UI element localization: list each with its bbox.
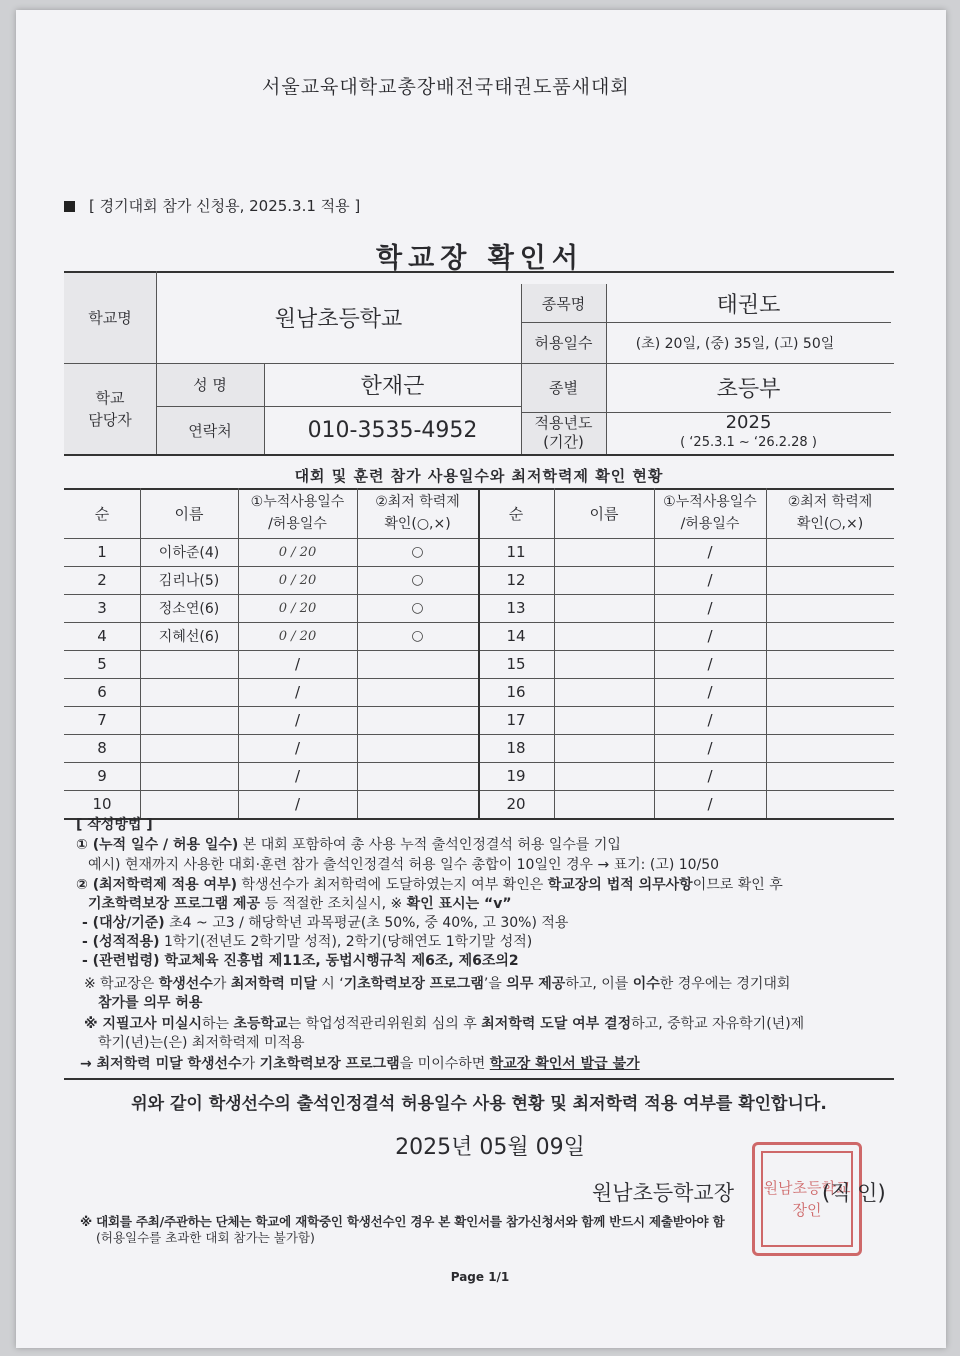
row-check — [766, 650, 894, 678]
row-days: / — [707, 543, 713, 561]
row-check — [357, 706, 478, 734]
row-name — [554, 734, 654, 762]
row-days: 0 / 20 — [278, 600, 317, 616]
confirmation-statement: 위와 같이 학생선수의 출석인정결석 허용일수 사용 현황 및 최저학력 적용 여부를 확인합니다. — [131, 1093, 827, 1114]
row-no: 10 — [92, 795, 112, 813]
row-name — [554, 650, 654, 678]
row-name: 이하준(4) — [158, 545, 220, 561]
row-days: / — [294, 711, 301, 729]
row-no: 14 — [506, 627, 526, 645]
row-days: 0 / 20 — [278, 544, 317, 560]
note-3: - (대상/기준) 초4 ~ 고3 / 해당학년 과목평균(초 50%, 중 40%, 고 30%) 적용 — [82, 915, 569, 931]
row-check: ○ — [411, 628, 424, 644]
page-number: Page 1/1 — [450, 1270, 510, 1284]
row-check — [766, 566, 894, 594]
note-6: ※ 학교장은 학생선수가 최저학력 미달 시 ‘기초학력보장 프로그램’을 의무 제공하고, 이를 이수한 경우에는 경기대회 — [84, 976, 791, 992]
seal-label: (직 인) — [822, 1181, 886, 1205]
row-check — [766, 706, 894, 734]
row-name: 정소연(6) — [158, 601, 220, 617]
row-check: ○ — [411, 600, 424, 616]
row-days: / — [294, 739, 301, 757]
notes-heading: [ 작성방법 ] — [76, 817, 153, 833]
row-name — [140, 706, 238, 734]
row-no: 19 — [506, 767, 526, 785]
row-name: 지혜선(6) — [158, 629, 220, 645]
row-days: / — [707, 683, 713, 701]
left-header-no: 순 — [94, 504, 110, 523]
row-no: 13 — [506, 599, 526, 617]
row-no: 16 — [506, 683, 526, 701]
left-header-days: ①누적사용일수 /허용일수 — [250, 494, 345, 532]
name-value: 한재근 — [360, 374, 425, 399]
row-no: 7 — [97, 711, 107, 729]
row-name — [554, 538, 654, 566]
allowed-days-value: (초) 20일, (중) 35일, (고) 50일 — [635, 335, 835, 352]
row-check — [357, 678, 478, 706]
name-label: 성 명 — [193, 376, 227, 394]
note-5: - (관련법령) 학교체육 진흥법 제11조, 동법시행규칙 제6조, 제6조의2 — [82, 953, 519, 969]
contact-label: 연락처 — [188, 421, 232, 440]
row-days: / — [707, 795, 713, 813]
row-check — [766, 538, 894, 566]
sport-value: 태권도 — [716, 292, 781, 318]
row-name — [140, 790, 238, 818]
footnote-1: ※ 대회를 주최/주관하는 단체는 학교에 재학중인 학생선수인 경우 본 확인서를 참가신청서와 함께 반드시 제출받아야 함 — [80, 1214, 725, 1229]
row-check: ○ — [411, 544, 424, 560]
row-name — [554, 622, 654, 650]
right-header-no: 순 — [508, 504, 524, 523]
note-1: ① (누적 일수 / 허용 일수) 본 대회 포함하여 총 사용 누적 출석인정결석 허용 일수를 기입 — [76, 837, 621, 853]
row-check — [357, 790, 478, 818]
row-no: 5 — [97, 655, 107, 673]
right-header-name: 이름 — [589, 504, 619, 523]
event-title: 서울교육대학교총장배전국태권도품새대회 — [262, 76, 630, 98]
row-no: 15 — [506, 655, 526, 673]
row-name — [554, 790, 654, 818]
row-days: / — [294, 655, 301, 673]
row-check — [766, 594, 894, 622]
status-title: 대회 및 훈련 참가 사용일수와 최저학력제 확인 현황 — [294, 466, 664, 485]
row-days: / — [707, 627, 713, 645]
division-label: 종별 — [549, 379, 578, 397]
row-days: 0 / 20 — [278, 572, 317, 588]
row-days: / — [707, 599, 713, 617]
row-no: 1 — [97, 543, 107, 561]
row-days: / — [294, 767, 301, 785]
row-name — [554, 594, 654, 622]
row-check — [357, 650, 478, 678]
row-days: / — [707, 655, 713, 673]
year-value: 2025 ( ‘25.3.1 ~ ‘26.2.28 ) — [680, 412, 817, 450]
row-no: 12 — [506, 571, 526, 589]
note-7: ※ 지필고사 미실시하는 초등학교는 학업성적관리위원회 심의 후 최저학력 도달 여부 결정하고, 중학교 자유학기(년)제 — [84, 1016, 805, 1032]
footnote-2: (허용일수를 초과한 대회 참가는 불가함) — [96, 1230, 315, 1245]
row-no: 4 — [97, 627, 107, 645]
row-check — [766, 790, 894, 818]
row-days: / — [294, 795, 301, 813]
row-check — [766, 622, 894, 650]
allowed-days-label: 허용일수 — [534, 334, 593, 352]
form-note: [ 경기대회 참가 신청용, 2025.3.1 적용 ] — [64, 195, 360, 216]
document-title: 학교장 확인서 — [376, 243, 584, 274]
row-check — [357, 762, 478, 790]
division-value: 초등부 — [716, 377, 781, 402]
row-name: 김리나(5) — [158, 573, 220, 589]
row-no: 3 — [97, 599, 107, 617]
row-check — [766, 762, 894, 790]
note-6-cont: 참가를 의무 허용 — [98, 995, 203, 1011]
note-1-example: 예시) 현재까지 사용한 대회·훈련 참가 출석인정결석 허용 일수 총합이 10일인 경우 → 표기: (고) 10/50 — [88, 857, 720, 873]
row-no: 6 — [97, 683, 107, 701]
row-days: / — [707, 767, 713, 785]
row-name — [140, 734, 238, 762]
row-no: 20 — [506, 795, 526, 813]
row-days: / — [707, 571, 713, 589]
row-days: / — [294, 683, 301, 701]
sport-label: 종목명 — [541, 294, 586, 313]
left-header-name: 이름 — [174, 504, 204, 523]
row-no: 8 — [97, 739, 107, 757]
row-days: / — [707, 711, 713, 729]
issue-date: 2025년 05월 09일 — [395, 1134, 585, 1160]
school-label: 학교명 — [88, 308, 132, 327]
row-name — [140, 650, 238, 678]
principal-name: 원남초등학교장 — [592, 1181, 735, 1205]
note-7-cont: 학기(년)는(은) 최저학력제 미적용 — [98, 1035, 305, 1051]
row-name — [554, 762, 654, 790]
square-bullet-icon — [64, 201, 75, 212]
note-8: → 최저학력 미달 학생선수가 기초학력보장 프로그램을 미이수하면 학교장 확인서 발급 불가 — [80, 1056, 640, 1072]
note-2: ② (최저학력제 적용 여부) 학생선수가 최저학력에 도달하였는지 여부 확인은 학교장의 법적 의무사항이므로 확인 후 — [76, 877, 783, 893]
row-name — [140, 678, 238, 706]
row-no: 18 — [506, 739, 526, 757]
row-name — [140, 762, 238, 790]
right-header-check: ②최저 학력제 확인(○,×) — [787, 494, 873, 532]
row-name — [554, 678, 654, 706]
row-no: 17 — [506, 711, 526, 729]
row-check: ○ — [411, 572, 424, 588]
row-no: 11 — [506, 543, 526, 561]
row-check — [357, 734, 478, 762]
row-name — [554, 706, 654, 734]
row-days: / — [707, 739, 713, 757]
manager-label: 학교 담당자 — [88, 388, 132, 429]
note-2-cont: 기초학력보장 프로그램 제공 등 적절한 조치실시, ※ 확인 표시는 “v” — [88, 896, 512, 912]
row-days: 0 / 20 — [278, 628, 317, 644]
school-value: 원남초등학교 — [274, 306, 403, 332]
contact-value: 010-3535-4952 — [307, 417, 478, 443]
row-check — [766, 734, 894, 762]
left-header-check: ②최저 학력제 확인(○,×) — [375, 494, 460, 532]
row-name — [554, 566, 654, 594]
note-4: - (성적적용) 1학기(전년도 2학기말 성적), 2학기(당해연도 1학기말 성적) — [82, 934, 533, 950]
year-label: 적용년도 (기간) — [534, 414, 593, 451]
row-check — [766, 678, 894, 706]
seal-text: 원남초등학교장인 — [761, 1151, 853, 1247]
row-no: 2 — [97, 571, 107, 589]
row-no: 9 — [97, 767, 107, 785]
right-header-days: ①누적사용일수 /허용일수 — [663, 494, 757, 532]
